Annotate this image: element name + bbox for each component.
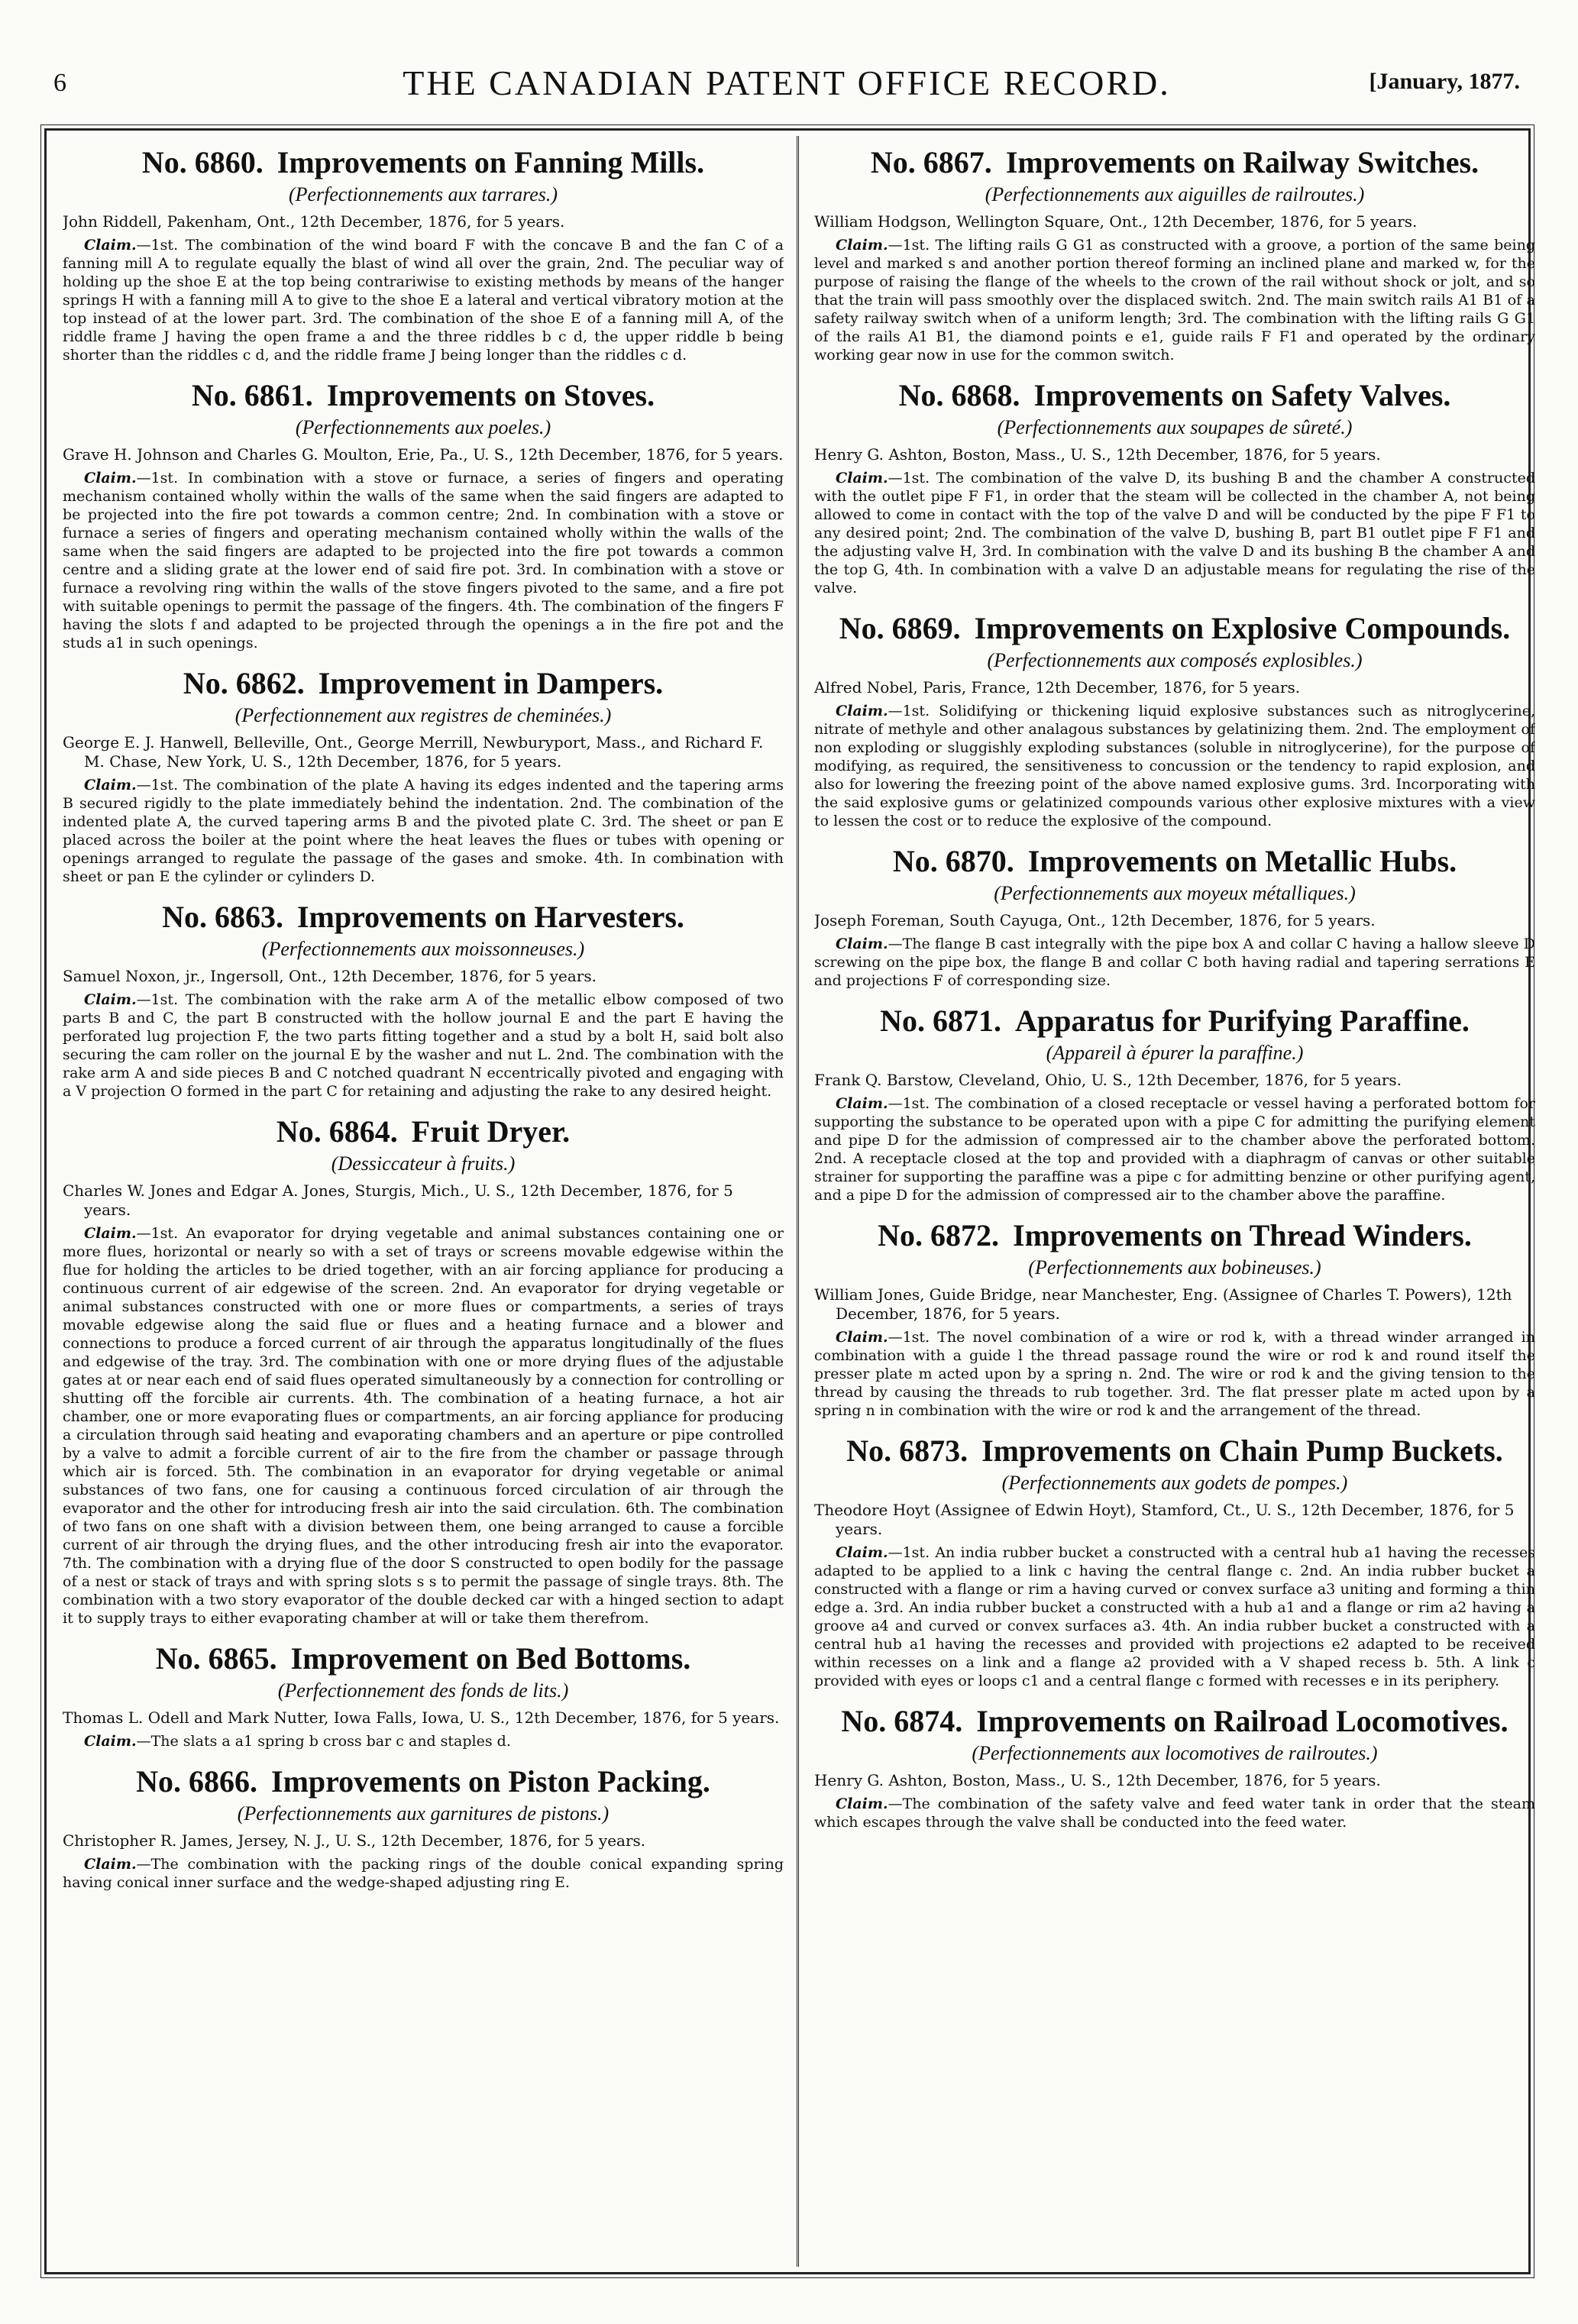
patent-entry [814,1004,1535,1204]
patent-french-title: (Perfectionnements aux aiguilles de railroutes.) [985,183,1365,205]
patent-heading [814,844,1535,879]
patent-entry [814,611,1535,830]
patent-claim [814,1795,1535,1831]
patent-grantee: Henry G. Ashton, Boston, Mass., U. S., 12th December, 1876, for 5 years. [814,1771,1381,1789]
claim-text: —The combination of the safety valve and feed water tank in order that the steam which escapes through the valve shall be conducted into the feed water. [814,1796,1535,1831]
claim-text: —1st. An evaporator for drying vegetable and animal substances containing one or more flues, horizontal or nearly so with a set of trays or screens movable edgewise within the flue for holding the articles to be dried together, with an air forcing appliance for producing a continuous current of air edgewise of the screen. 2nd. An evaporator for drying vegetable or animal substances constructed with one or more flues or compartments, a series of trays movable edgewise along the said flue or flues and a heating furnace and a blower and connections to produce a forced current of air through the apparatus longitudinally of the flues and edgewise of the tray. 3rd. The combination with one or more drying flues of the adjustable gates at or near each end of said flues operated simultaneously by a connection for controlling or shutting off the forcible air currents. 4th. The combination of a heating furnace, a hot air chamber, one or more evaporating flues or compartments, an air forcing appliance for producing a circulation through said heating and evaporating chambers and an aperture or pipe controlled by a valve to admit a forcible current of air to the fire from the chamber or passage through which air is forced. 5th. The combination in an evaporator for drying vegetable or animal substances of two fans, one for causing a continuous forced circulation of air through the evaporator and the other for introducing fresh air into the said circulation. 6th. The combination of two fans on one shaft with a division between them, one being arranged to cause a forcible current of air through the drying flues, and the other introducing fresh air into the evaporator. 7th. The combination with a drying flue of the door S constructed to open bodily for the passage of a nest or stack of trays and with spring slots s s to permit the passage of single trays. 8th. The combination with a two story evaporator of the double decked car with a hinged section to adapt it to supply trays to either evaporating chamber at will or take them therefrom. [63,1225,784,1627]
claim-label: Claim. [836,1544,888,1561]
patent-heading [63,1641,784,1676]
patent-title: Improvements on Piston Packing. [271,1764,710,1799]
claim-text: —1st. The combination with the rake arm A of the metallic elbow composed of two parts B and C, the part B constructed with the hollow journal E and the part E having the perforated lug projection F, the two parts fitting together and a stud by a bolt H, said bolt also securing the cam roller on the journal E by the washer and nut L. 2nd. The combination with the rake arm A and side pieces B and C notched quadrant N eccentrically pivoted and engaging with a V projection O formed in the part C for retaining and adjusting the rake to any desired height. [63,991,784,1100]
patent-heading [814,1704,1535,1739]
claim-label: Claim. [836,936,888,952]
claim-text: —The flange B cast integrally with the pipe box A and collar C having a hallow sleeve D screwing on the pipe box, the flange B and collar C both having radial and tapering serrations E and projections F of corresponding size. [814,936,1535,989]
claim-label: Claim. [84,470,137,486]
claim-label: Claim. [836,1095,888,1112]
claim-text: —1st. The combination of the plate A having its edges indented and the tapering arms B secured rigidly to the plate immediately behind the indentation. 2nd. The combination of the indented plate A, the curved tapering arms B and the pivoted plate C. 3rd. The sheet or pan E placed across the boiler at the point where the heat leaves the flues or tubes with opening or openings arranged to regulate the passage of the gases and smoke. 4th. In combination with sheet or pan E the cylinder or cylinders D. [63,777,784,885]
claim-label: Claim. [84,1733,137,1750]
patent-heading [63,145,784,180]
page-header [53,55,1520,108]
patent-heading [63,900,784,935]
patent-heading [63,666,784,701]
patent-grantee: Thomas L. Odell and Mark Nutter, Iowa Falls, Iowa, U. S., 12th December, 1876, for 5 years. [63,1708,780,1727]
patent-title: Improvement on Bed Bottoms. [290,1641,691,1676]
patent-number: No. 6861. [191,378,313,412]
patent-title: Improvements on Explosive Compounds. [974,611,1511,645]
patent-claim [63,1855,784,1892]
patent-claim [63,1732,784,1750]
patent-title: Improvements on Stoves. [326,378,655,412]
claim-label: Claim. [84,777,137,794]
patent-grantee: Theodore Hoyt (Assignee of Edwin Hoyt), Stamford, Ct., U. S., 12th December, 1876, for 5 years. [814,1501,1515,1538]
patent-heading [814,378,1535,413]
patent-entry [814,844,1535,990]
patent-french-title: (Perfectionnements aux moyeux métalliques.) [994,882,1356,904]
patent-claim [63,469,784,652]
patent-entry [63,666,784,886]
patent-claim [63,1224,784,1627]
patent-heading [814,145,1535,180]
patent-entry [814,1434,1535,1690]
patent-french-title: (Perfectionnements aux moissonneuses.) [261,938,585,960]
patent-entry [814,378,1535,597]
patent-french-title: (Perfectionnements aux soupapes de sûreté.) [997,416,1353,438]
patent-heading [814,1434,1535,1469]
claim-text: —1st. The combination of the wind board F with the concave B and the fan C of a fanning mill A to regulate equally the blast of wind all over the grain, 2nd. The peculiar way of holding up the shoe E at the top being contrariwise to existing methods by means of the hanger springs H with a fanning mill A to give to the shoe E a lateral and vertical vibratory motion at the top instead of at the lower part. 3rd. The combination of the shoe E of a fanning mill A, of the riddle frame J having the open frame a and the three riddles b c d, the upper riddle b being shorter than the riddles c d, and the riddle frame J being longer than the riddles c d. [63,237,784,364]
patent-number: No. 6867. [870,145,992,179]
patent-number: No. 6871. [880,1004,1002,1038]
claim-label: Claim. [84,1856,137,1873]
patent-grantee: Joseph Foreman, South Cayuga, Ont., 12th December, 1876, for 5 years. [814,911,1376,929]
patent-number: No. 6869. [839,611,961,645]
patent-claim [63,236,784,364]
publication-title: THE CANADIAN PATENT OFFICE RECORD. [403,63,1171,102]
patent-grantee: John Riddell, Pakenham, Ont., 12th December, 1876, for 5 years. [63,212,565,231]
patent-claim [814,236,1535,364]
patent-entry [63,1114,784,1627]
patent-title: Improvement in Dampers. [318,666,664,700]
claim-label: Claim. [836,1796,888,1812]
claim-label: Claim. [84,237,137,254]
patent-number: No. 6870. [892,844,1014,878]
patent-grantee: Frank Q. Barstow, Cleveland, Ohio, U. S., 12th December, 1876, for 5 years. [814,1071,1402,1089]
patent-french-title: (Perfectionnements aux bobineuses.) [1028,1256,1321,1278]
patent-claim [63,991,784,1101]
patent-title: Improvements on Chain Pump Buckets. [981,1434,1503,1468]
patent-number: No. 6864. [276,1114,398,1149]
claim-text: —1st. In combination with a stove or furnace, a series of fingers and operating mechanism contained wholly within the walls of the same when the said fingers are adapted to be projected into the fire pot towards a common centre; 2nd. In combination with a stove or furnace a series of fingers and operating mechanism contained wholly within the walls of the same when the said fingers are adapted to be projected into the fire pot towards a common centre and a sliding grate at the lower end of said fire pot. 3rd. In combination with a stove or furnace a revolving ring within the walls of the stove fingers pivoted to the same, and a fire pot with suitable openings to permit the passage of the fingers. 4th. The combination of the fingers F having the slots f and adapted to be projected through the openings a in the fire pot and the studs a1 in such openings. [63,470,784,651]
issue-date: [January, 1877. [1369,69,1520,94]
patent-claim [814,702,1535,830]
claim-label: Claim. [836,470,888,486]
right-column [814,145,1535,2261]
patent-number: No. 6860. [141,145,264,179]
patent-entry [814,145,1535,364]
patent-french-title: (Perfectionnement aux registres de cheminées.) [234,704,612,726]
patent-number: No. 6866. [136,1764,258,1799]
patent-heading [814,1218,1535,1253]
patent-claim [814,1543,1535,1690]
patent-entry [814,1704,1535,1831]
patent-claim [63,776,784,886]
patent-grantee: William Jones, Guide Bridge, near Manchester, Eng. (Assignee of Charles T. Powers), 12th December, 1876, for 5 years. [814,1285,1512,1323]
patent-title: Improvements on Metallic Hubs. [1027,844,1457,878]
patent-entry [814,1218,1535,1420]
patent-entry [63,1641,784,1750]
patent-heading [63,1764,784,1799]
patent-number: No. 6868. [898,378,1020,412]
patent-claim [814,1328,1535,1420]
patent-french-title: (Perfectionnement des fonds de lits.) [277,1679,569,1702]
patent-grantee: Henry G. Ashton, Boston, Mass., U. S., 12th December, 1876, for 5 years. [814,445,1381,464]
patent-number: No. 6865. [155,1641,277,1676]
left-column [63,145,784,2261]
claim-label: Claim. [836,237,888,254]
patent-title: Improvements on Railway Switches. [1005,145,1479,179]
claim-text: —The combination with the packing rings of the double conical expanding spring having conical inner surface and the wedge-shaped adjusting ring E. [63,1856,784,1891]
patent-grantee: Alfred Nobel, Paris, France, 12th December, 1876, for 5 years. [814,678,1301,697]
patent-number: No. 6862. [183,666,305,700]
patent-number: No. 6873. [846,1434,968,1468]
patent-entry [63,378,784,652]
patent-french-title: (Perfectionnements aux poeles.) [295,416,551,438]
patent-grantee: Samuel Noxon, jr., Ingersoll, Ont., 12th December, 1876, for 5 years. [63,967,597,985]
page-number: 6 [53,69,66,97]
patent-title: Improvements on Railroad Locomotives. [976,1704,1508,1738]
patent-claim [814,935,1535,990]
patent-claim [814,1094,1535,1204]
patent-entry [63,1764,784,1892]
patent-grantee: Charles W. Jones and Edgar A. Jones, Sturgis, Mich., U. S., 12th December, 1876, for 5 years. [63,1181,733,1219]
patent-french-title: (Perfectionnements aux composés explosibles.) [987,649,1363,671]
patent-number: No. 6872. [878,1218,1000,1253]
patent-title: Improvements on Fanning Mills. [276,145,705,179]
patent-title: Improvements on Thread Winders. [1013,1218,1472,1253]
patent-french-title: (Perfectionnements aux godets de pompes.) [1001,1472,1348,1494]
claim-text: —1st. An india rubber bucket a constructed with a central hub a1 having the recesses adapted to be applied to a link c having the central flange c. 2nd. An india rubber bucket a constructed with a flange or rim a having curved or convex surface a3 uniting and forming a thin edge a. 3rd. An india rubber bucket a constructed with a hub a1 and a flange or rim a2 having a groove a4 and curved or convex surfaces a3. 4th. An india rubber bucket a constructed with a central hub a1 having the recesses and provided with projections e2 adapted to be received within recesses on a link and a flange a2 provided with a V shaped recess b. 5th. A link c provided with eyes or loops c1 and a central flange c formed with recesses e in its periphery. [814,1544,1535,1689]
claim-label: Claim. [84,1225,137,1242]
claim-label: Claim. [836,703,888,719]
patent-number: No. 6863. [162,900,283,934]
patent-grantee: William Hodgson, Wellington Square, Ont., 12th December, 1876, for 5 years. [814,212,1418,231]
patent-number: No. 6874. [841,1704,963,1738]
patent-grantee: Grave H. Johnson and Charles G. Moulton, Erie, Pa., U. S., 12th December, 1876, for 5 years. [63,445,784,464]
patent-claim [814,469,1535,597]
claim-text: —The slats a a1 spring b cross bar c and staples d. [136,1733,511,1750]
patent-french-title: (Perfectionnements aux locomotives de railroutes.) [972,1742,1378,1764]
patent-french-title: (Dessiccateur à fruits.) [331,1152,516,1175]
patent-heading [63,378,784,413]
patent-french-title: (Perfectionnements aux tarrares.) [288,183,558,205]
claim-text: —1st. The combination of the valve D, its bushing B and the chamber A constructed with the outlet pipe F F1, in order that the steam will be collected in the chamber A, not being allowed to come in contact with the top of the valve D and will be conducted by the pipe F F1 to any desired point; 2nd. The combination of the valve D, bushing B, part B1 outlet pipe F F1 and the adjusting valve H, 3rd. In combination with the valve D and its bushing B the chamber A and the top G, 4th. In combination with a valve D an adjustable means for regulating the rise of the valve. [814,470,1535,596]
patent-heading [814,1004,1535,1039]
patent-heading [63,1114,784,1149]
patent-heading [814,611,1535,646]
patent-title: Fruit Dryer. [411,1114,571,1149]
patent-grantee: Christopher R. James, Jersey, N. J., U. S., 12th December, 1876, for 5 years. [63,1831,646,1850]
patent-title: Improvements on Safety Valves. [1033,378,1451,412]
patent-entry [63,900,784,1101]
patent-french-title: (Appareil à épurer la paraffine.) [1046,1042,1304,1064]
patent-entry [63,145,784,364]
patent-french-title: (Perfectionnements aux garnitures de pistons.) [237,1802,610,1825]
patent-grantee: George E. J. Hanwell, Belleville, Ont., George Merrill, Newburyport, Mass., and Richard F. M. Chase, New York, U. S., 12th December, 1876, for 5 years. [63,733,764,771]
claim-text: —1st. Solidifying or thickening liquid explosive substances such as nitroglycerine, nitrate of methyle and other analagous substances by gelatinizing them. 2nd. The employment of non exploding or sluggishly exploding substances (soluble in nitroglycerine), for the purpose of modifying, as required, the sensitiveness to concussion or the tendency to rapid explosion, and also for lowering the freezing point of the above named explosive gums. 3rd. Incorporating with the said explosive gums or gelatinized compounds various other explosive mixtures with a view to lessen the cost or to reduce the explosive of the compound. [814,703,1535,829]
claim-text: —1st. The novel combination of a wire or rod k, with a thread winder arranged in combination with a guide l the thread passage round the wire or rod k and round itself the presser plate m acted upon by a spring n. 2nd. The wire or rod k and the giving tension to the thread by causing the threads to rub together. 3rd. The flat presser plate m acted upon by a spring n in combination with the wire or rod k and the arrangement of the thread. [814,1329,1535,1419]
column-divider [797,136,799,2267]
claim-text: —1st. The combination of a closed receptacle or vessel having a perforated bottom for supporting the substance to be operated upon with a pipe C for admitting the purifying element and pipe D for the admission of compressed air to the chamber above the perforated bottom. 2nd. A receptacle closed at the top and provided with a diaphragm of canvas or other suitable strainer for supporting the paraffine was a pipe c for admitting benzine or other purifying agent, and a pipe D for the admission of compressed air to the chamber above the paraffine. [814,1095,1535,1204]
claim-label: Claim. [84,991,137,1008]
patent-title: Improvements on Harvesters. [296,900,684,934]
claim-label: Claim. [836,1329,888,1346]
patent-title: Apparatus for Purifying Paraffine. [1015,1004,1470,1038]
claim-text: —1st. The lifting rails G G1 as constructed with a groove, a portion of the same being level and marked s and another portion thereof forming an inclined plane and marked w, for the purpose of raising the flange of the wheels to the crown of the rail without shock or jolt, and so that the train will pass smoothly over the displaced switch. 2nd. The main switch rails A1 B1 of a safety railway switch when of a uniform length; 3rd. The combination with the lifting rails G G1 of the rails A1 B1, the diamond points e e1, guide rails F F1 and operated by the ordinary working gear now in use for the common switch. [814,237,1535,364]
